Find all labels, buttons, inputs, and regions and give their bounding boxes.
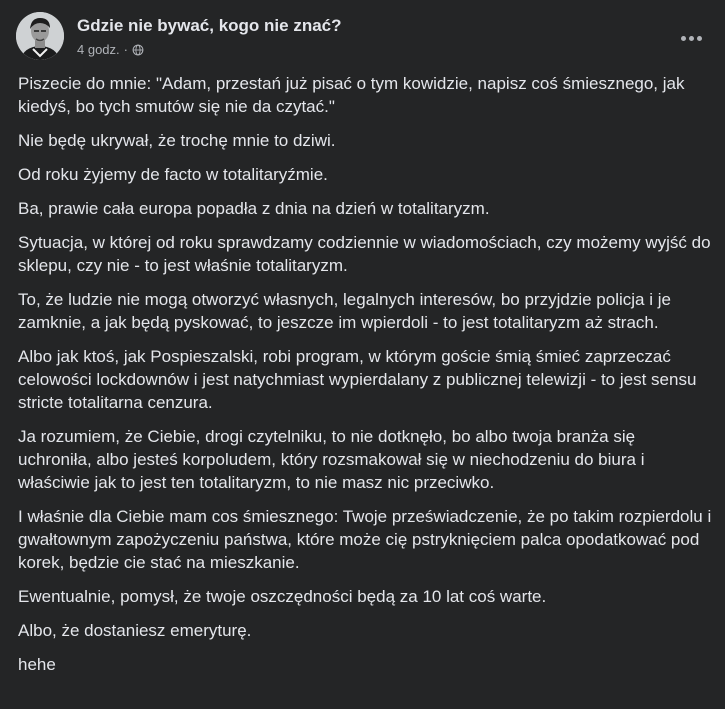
- post-paragraph: To, że ludzie nie mogą otworzyć własnych, legalnych interesów, bo przyjdzie policja i je zamknie, a jak będą pyskować, to jeszcze im wpierdoli - to jest totalitaryzm aż strach.: [18, 290, 671, 332]
- post-paragraph: Od roku żyjemy de facto w totalitaryźmie.: [18, 165, 328, 184]
- post-paragraph: Sytuacja, w której od roku sprawdzamy codziennie w wiadomościach, czy możemy wyjść do sklepu, czy nie - to jest właśnie totalitaryzm.: [18, 233, 711, 275]
- post-paragraph: Albo, że dostaniesz emeryturę.: [18, 621, 252, 640]
- globe-icon[interactable]: [132, 44, 144, 56]
- post-body: [18, 72, 712, 687]
- avatar-image: [16, 12, 64, 60]
- post-header: [16, 12, 709, 60]
- post-paragraph: Piszecie do mnie: "Adam, przestań już pisać o tym kowidzie, napisz coś śmiesznego, jak kiedyś, bo tych smutów się nie da czytać.": [18, 74, 685, 116]
- page-avatar[interactable]: [16, 12, 64, 60]
- post-paragraph: Ba, prawie cała europa popadła z dnia na dzień w totalitaryzm.: [18, 199, 490, 218]
- meta-separator: ·: [123, 42, 128, 57]
- post-meta: [77, 42, 144, 57]
- post-paragraph: I właśnie dla Ciebie mam cos śmiesznego: Twoje przeświadczenie, że po takim rozpierdolu i gwałtownym zapożyczeniu państwa, które może cię pstryknięciem palca opodatkować pod korek, będzie cie stać na mieszkanie.: [18, 507, 712, 572]
- post-paragraph: hehe: [18, 655, 56, 674]
- post-paragraph: Ewentualnie, pomysł, że twoje oszczędności będą za 10 lat coś warte.: [18, 587, 547, 606]
- more-options-icon[interactable]: [673, 20, 709, 56]
- post-paragraph: Nie będę ukrywał, że trochę mnie to dziwi.: [18, 131, 336, 150]
- page-name-link[interactable]: Gdzie nie bywać, kogo nie znać?: [77, 16, 342, 35]
- post-paragraph: Albo jak ktoś, jak Pospieszalski, robi program, w którym goście śmią śmieć zaprzeczać celowości lockdownów i jest natychmiast wypierdalany z publicznej telewizji - to jest sensu stricte totalitarna cenzura.: [18, 347, 697, 412]
- post-paragraph: Ja rozumiem, że Ciebie, drogi czytelniku, to nie dotknęło, bo albo twoja branża się uchroniła, albo jesteś korpoludem, który rozsmakował się w niechodzeniu do biura i właściwie jak to jest ten totalitaryzm, to nie masz nic przeciwko.: [18, 427, 645, 492]
- post-timestamp[interactable]: 4 godz.: [77, 42, 120, 57]
